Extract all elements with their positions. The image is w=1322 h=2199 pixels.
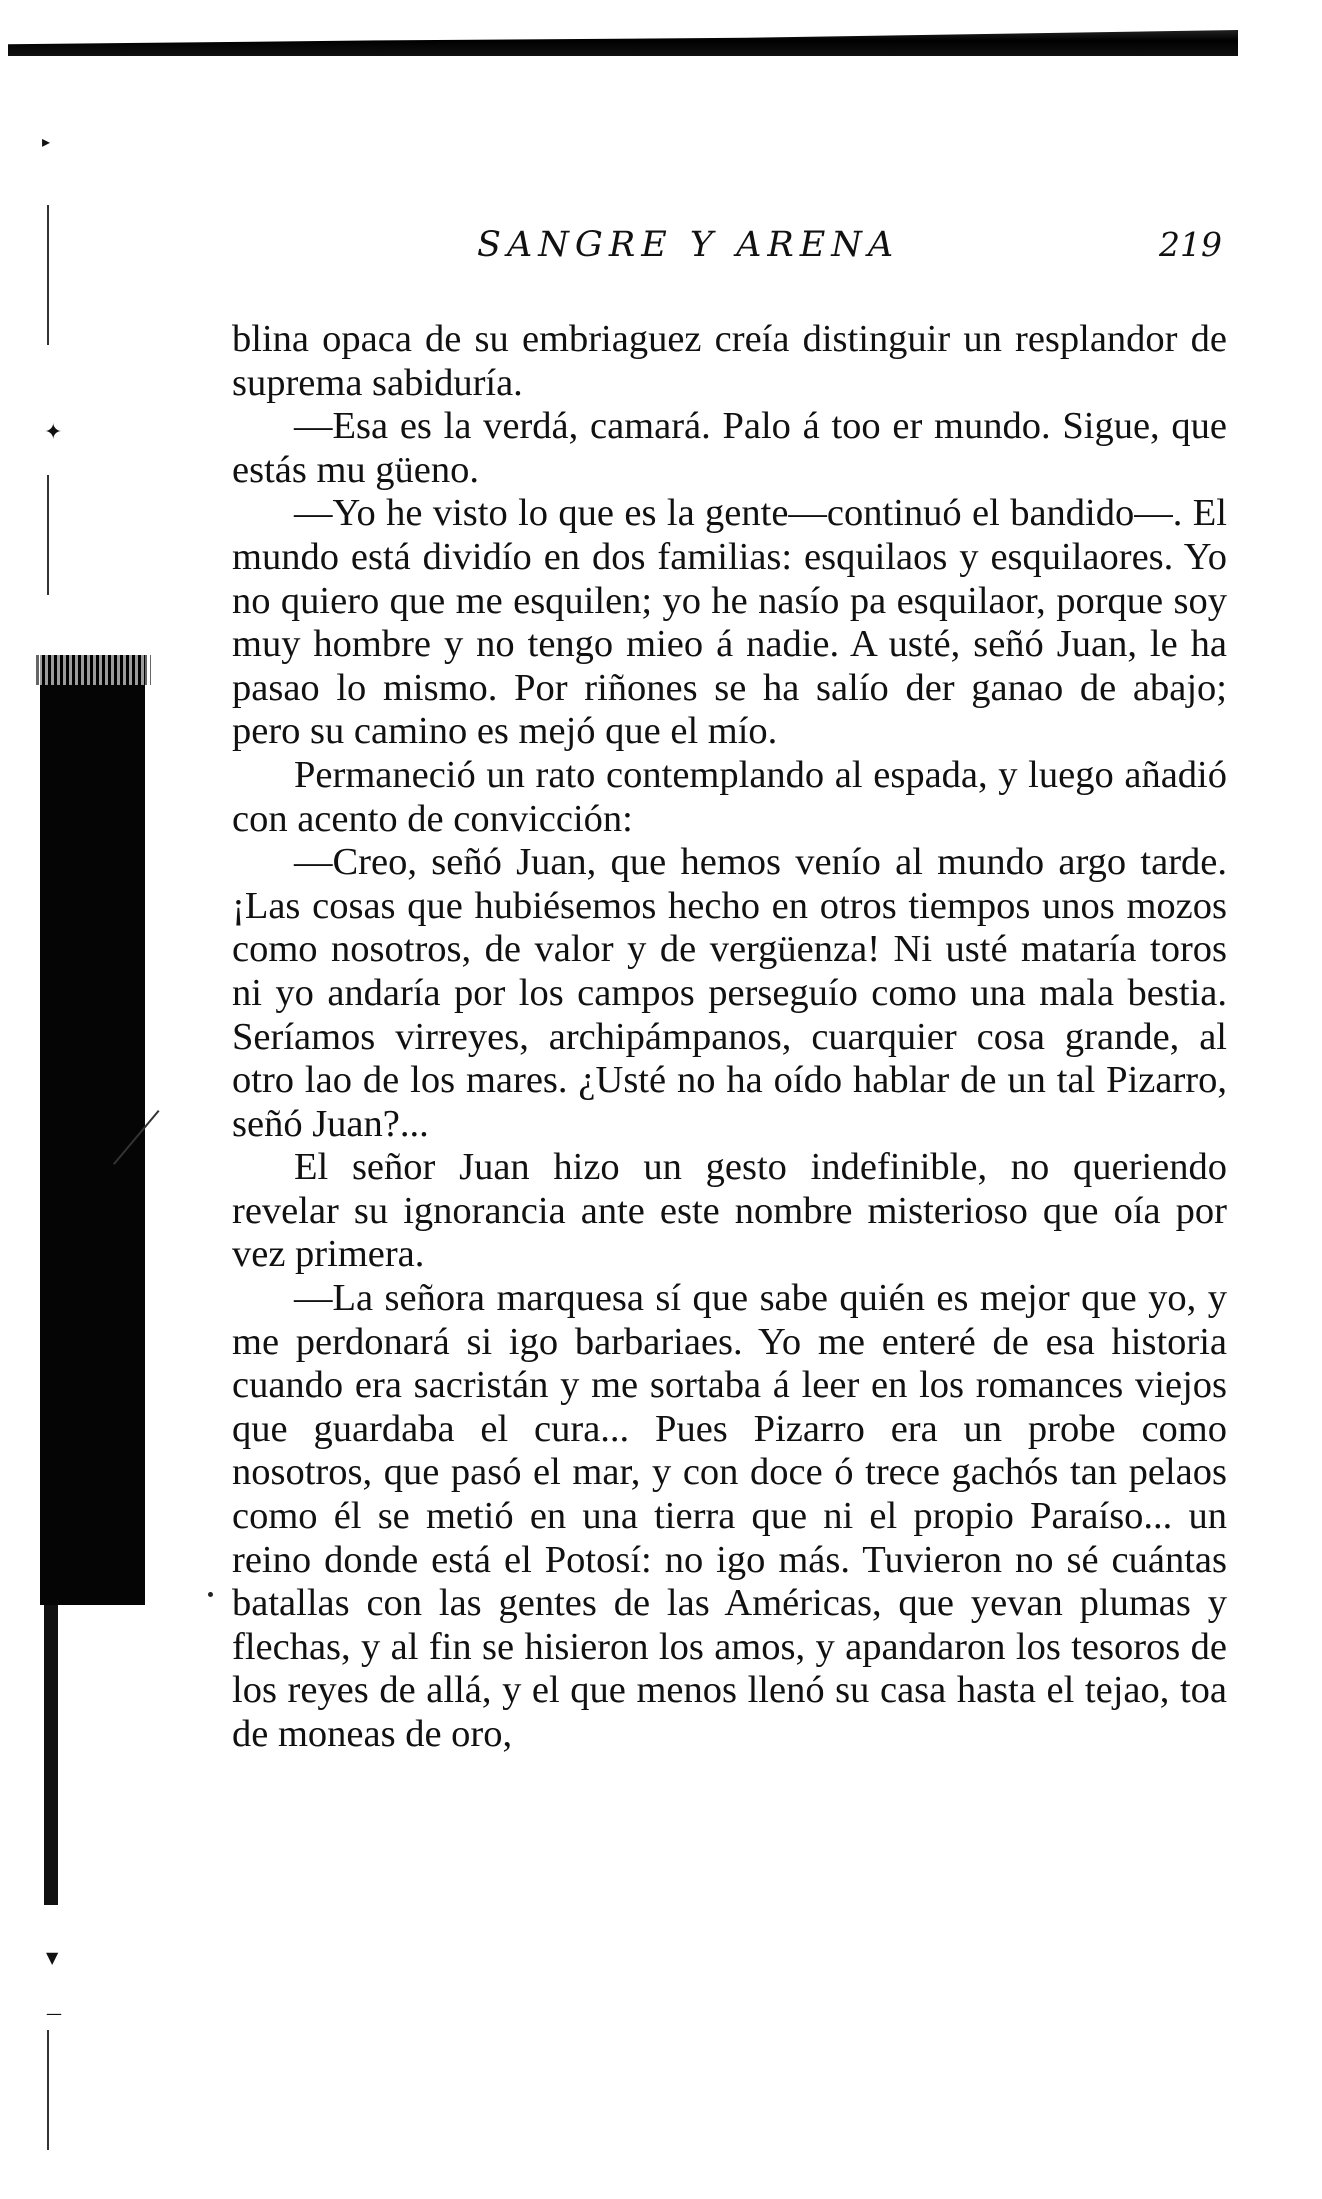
page-number: 219 xyxy=(1159,225,1222,264)
paragraph: —Esa es la verdá, camará. Palo á too er mundo. Sigue, que estás mu güeno. xyxy=(232,405,1227,491)
margin-dot xyxy=(208,1592,213,1597)
paragraph: —Creo, señó Juan, que hemos venío al mundo argo tarde. ¡Las cosas que hubiésemos hecho en otros tiempos unos mozos como nosotros, de valor y de vergüenza! Ni usté mataría toros ni yo andaría por los campos perseguío como una mala bestia. Seríamos virreyes, archipámpanos, cuarquier cosa grande, al otro lao de los mares. ¿Usté no ha oído hablar de un tal Pizarro, señó Juan?... xyxy=(232,841,1227,1145)
margin-tick-icon: — xyxy=(46,2004,62,2023)
paragraph: —Yo he visto lo que es la gente—continuó el bandido—. El mundo está dividío en dos familias: esquilaos y esquilaores. Yo no quiero que me esquilen; yo he nasío pa esquilaor, porque soy muy hombre y no tengo mieo á nadie. A usté, señó Juan, le ha pasao lo mismo. Por riñones se ha salío der ganao de abajo; pero su camino es mejó que el mío. xyxy=(232,492,1227,753)
paragraph: Permaneció un rato contemplando al espada, y luego añadió con acento de convicción: xyxy=(232,753,1227,840)
scan-binding-shadow xyxy=(40,655,145,1605)
paragraph: blina opaca de su embriaguez creía distinguir un resplandor de suprema sabiduría. xyxy=(232,318,1227,404)
margin-dash-icon: ▼ xyxy=(46,1948,59,1967)
running-title: SANGRE Y ARENA xyxy=(477,225,900,265)
page-header xyxy=(232,225,1232,275)
top-scan-rule xyxy=(8,30,1238,56)
body-text xyxy=(232,318,1227,1757)
paragraph: —La señora marquesa sí que sabe quién es mejor que yo, y me perdonará si igo barbariaes. Yo me enteré de esa historia cuando era sacristán y me sortaba á leer en los romances viejos que guardaba el cura... Pues Pizarro era un probe como nosotros, que pasó el mar, y con doce ó trece gachós tan pelaos como él se metió en una tierra que ni el propio Paraíso... un reino donde está el Potosí: no igo más. Tuvieron no sé cuántas batallas con las gentes de las Américas, que yevan plumas y flechas, y al fin se hisieron los amos, y apandaron los tesoros de los reyes de allá, y el que menos llenó su casa hasta el tejao, toa de moneas de oro, xyxy=(232,1277,1227,1755)
paragraph: El señor Juan hizo un gesto indefinible, no queriendo revelar su ignorancia ante este nombre misterioso que oía por vez primera. xyxy=(232,1146,1227,1276)
left-margin-line xyxy=(47,2030,49,2150)
left-margin-line xyxy=(47,205,49,345)
margin-speck-icon: ✦ xyxy=(44,420,63,445)
scan-binding-tail xyxy=(44,1605,58,1905)
left-margin-line xyxy=(47,475,49,595)
margin-arrow-icon: ▸ xyxy=(42,132,51,151)
